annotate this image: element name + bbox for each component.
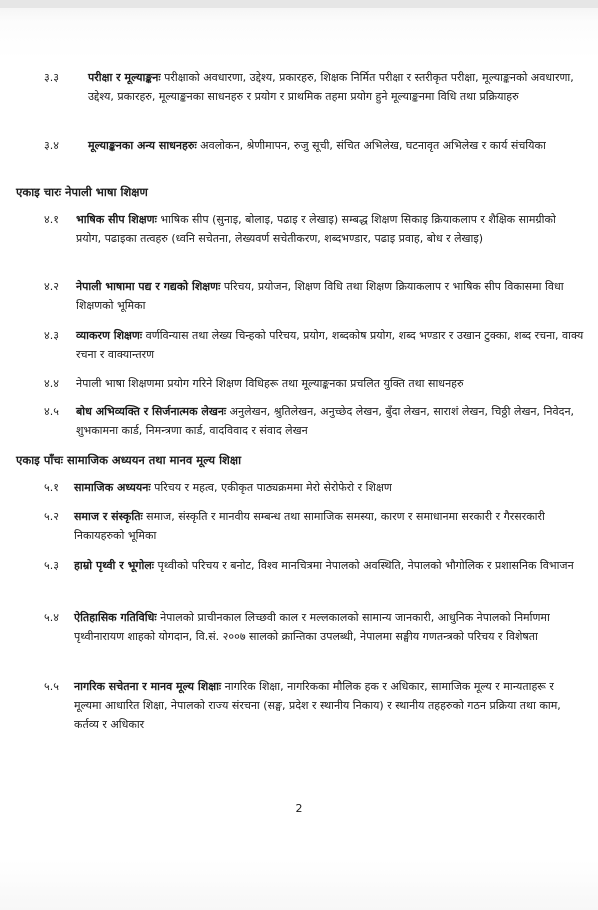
- item-number: ५.३: [44, 559, 59, 572]
- item-heading: ऐतिहासिक गतिविधिः: [74, 611, 157, 624]
- item-body: परीक्षाको अवधारणा, उद्देश्य, प्रकारहरु, शिक्षक निर्मित परीक्षा र स्तरीकृत परीक्षा, मूल्याङ्कनको अवधारणा, उद्देश्य, प्रकारहरु, मूल्याङ्कनका साधनहरु र प्रयोग र प्राथमिक तहमा प्रयोग हुने मूल्याङ्कनमा विधि तथा प्रक्रियाहरु: [88, 71, 574, 103]
- item-body: अवलोकन, श्रेणीमापन, रुजु सूची, संचित अभिलेख, घटनावृत अभिलेख र कार्य संचयिका: [196, 139, 546, 152]
- item-number: ४.४: [44, 377, 59, 390]
- item-number: ५.२: [44, 510, 59, 523]
- item-number: ४.५: [44, 405, 59, 418]
- item-text: [76, 210, 584, 248]
- item-text: [76, 326, 584, 364]
- item-text: [74, 677, 584, 734]
- list-item: [44, 136, 584, 176]
- item-heading: मूल्याङ्कनका अन्य साधनहरुः: [88, 139, 197, 152]
- list-item: [44, 677, 584, 737]
- item-body: नागरिक शिक्षा, नागरिकका मौलिक हक र अधिकार, सामाजिक मूल्य र मान्यताहरू र मूल्यमा आधारित शिक्षा, नेपालको राज्य संरचना (सङ्घ, प्रदेश र स्थानीय निकाय) र स्थानीय तहहरुको गठन प्रक्रिया तथा काम, कर्तव्य र अधिकार: [74, 680, 561, 731]
- list-item: [44, 507, 584, 547]
- item-text: [74, 507, 584, 545]
- item-text: [88, 68, 582, 106]
- item-number: ५.४: [44, 611, 59, 624]
- item-body: अनुलेखन, श्रुतिलेखन, अनुच्छेद लेखन, बुँदा लेखन, साराशं लेखन, चिठ्ठी लेखन, निवेदन, शुभकामना कार्ड, निमन्त्रणा कार्ड, वादविवाद र संवाद लेखन: [76, 405, 575, 437]
- item-heading: सामाजिक अध्ययनः: [74, 481, 151, 494]
- item-text: [74, 478, 584, 497]
- item-body: परिचय, प्रयोजन, शिक्षण विधि तथा शिक्षण क्रियाकलाप र भाषिक सीप विकासमा विधा शिक्षणको भूमिका: [76, 280, 564, 312]
- item-text: [76, 277, 584, 315]
- item-heading: हाम्रो पृथ्वी र भूगोलः: [74, 559, 155, 572]
- item-number: ४.२: [44, 280, 59, 293]
- item-body: नेपाली भाषा शिक्षणमा प्रयोग गरिने शिक्षण विधिहरू तथा मूल्याङ्कनका प्रचलित युक्ति तथा साधनहरु: [76, 377, 464, 390]
- item-text: [74, 556, 584, 575]
- item-number: ३.४: [44, 139, 59, 152]
- item-body: नेपालको प्राचीनकाल लिच्छवी काल र मल्लकालको सामान्य जानकारी, आधुनिक नेपालको निर्माणमा पृथ्वीनारायण शाहको योगदान, वि.सं. २००७ सालको क्रान्तिका उपलब्धी, नेपालमा सङ्घीय गणतन्त्रको परिचय र विशेषता: [74, 611, 550, 643]
- item-body: पृथ्वीको परिचय र बनोट, विश्व मानचित्रमा नेपालको अवस्थिति, नेपालको भौगोलिक र प्रशासनिक विभाजन: [154, 559, 574, 572]
- item-number: ३.३: [44, 71, 59, 84]
- list-item: [44, 68, 584, 128]
- item-heading: समाज र संस्कृतिः: [74, 510, 143, 523]
- item-heading: नागरिक सचेतना र मानव मूल्य शिक्षाः: [74, 680, 222, 693]
- item-text: [76, 402, 584, 440]
- item-heading: व्याकरण शिक्षणः: [76, 329, 143, 342]
- item-body: वर्णविन्यास तथा लेख्य चिन्हको परिचय, प्रयोग, शब्दकोष प्रयोग, शब्द भण्डार र उखान टुक्का, शब्द रचना, वाक्य रचना र वाक्यान्तरण: [76, 329, 584, 361]
- item-body: परिचय र महत्व, एकीकृत पाठ्यक्रममा मेरो सेरोफेरो र शिक्षण: [150, 481, 392, 494]
- scan-edge: [0, 0, 598, 8]
- list-item: [44, 277, 584, 317]
- list-item: [44, 556, 584, 596]
- item-text: [76, 374, 584, 393]
- list-item: [44, 608, 584, 668]
- item-number: ५.१: [44, 481, 59, 494]
- item-text: [74, 608, 584, 646]
- unit-heading: एकाइ चारः नेपाली भाषा शिक्षण: [16, 185, 148, 199]
- list-item: [44, 374, 584, 394]
- item-heading: नेपाली भाषामा पद्य र गद्यको शिक्षणः: [76, 280, 221, 293]
- list-item: [44, 326, 584, 366]
- item-number: ५.५: [44, 680, 59, 693]
- item-number: ४.३: [44, 329, 59, 342]
- item-heading: परीक्षा र मूल्याङ्कनः: [88, 71, 161, 84]
- item-body: भाषिक सीप (सुनाइ, बोलाइ, पढाइ र लेखाइ) सम्बद्ध शिक्षण सिकाइ क्रियाकलाप र शैक्षिक सामग्रीको प्रयोग, पढाइका तत्वहरु (ध्वनि सचेतना, लेख्यवर्ण सचेतीकरण, शब्दभण्डार, पढाइ प्रवाह, बोध र लेखाइ): [76, 213, 556, 245]
- item-heading: भाषिक सीप शिक्षणः: [76, 213, 157, 226]
- item-text: [88, 136, 582, 155]
- unit-heading: एकाइ पाँचः सामाजिक अध्ययन तथा मानव मूल्य शिक्षा: [16, 453, 242, 467]
- item-heading: बोध अभिव्यक्ति र सिर्जनात्मक लेखनः: [76, 405, 227, 418]
- list-item: [44, 402, 584, 442]
- item-body: समाज, संस्कृति र मानवीय सम्बन्ध तथा सामाजिक समस्या, कारण र समाधानमा सरकारी र गैरसरकारी निकायहरुको भूमिका: [74, 510, 545, 542]
- page-number: 2: [295, 802, 303, 815]
- item-number: ४.१: [44, 213, 59, 226]
- list-item: [44, 210, 584, 270]
- list-item: [44, 478, 584, 498]
